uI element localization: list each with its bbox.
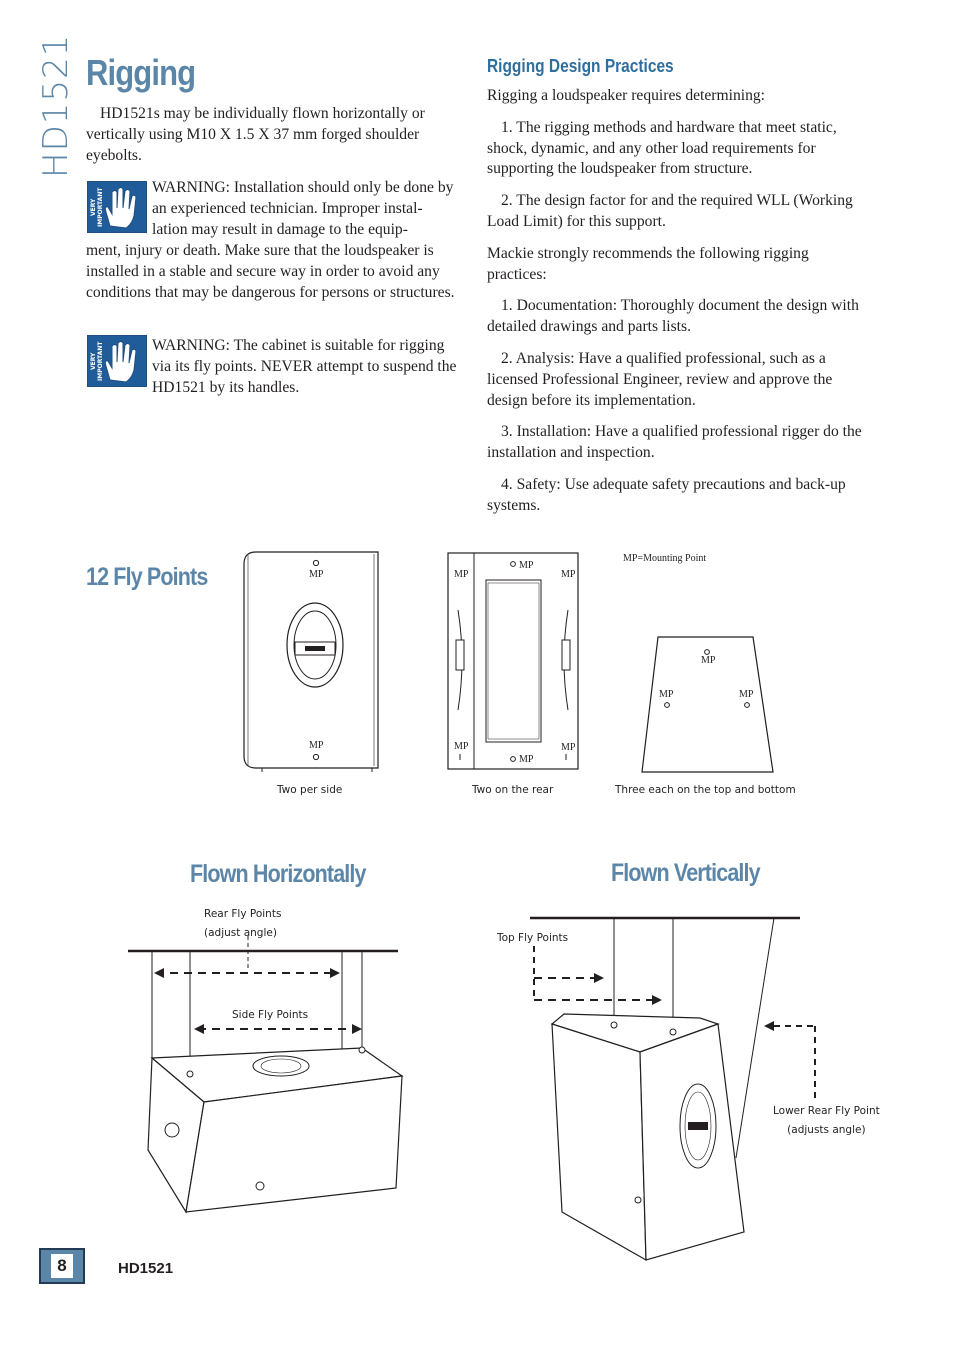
mp-label: MP [309,740,324,751]
flown-horizontally-diagram [126,940,416,1230]
flown-horizontally-heading: Flown Horizontally [190,860,366,888]
mp-label: MP [309,569,324,580]
caption-rear: Two on the rear [472,784,554,796]
page-number-box [39,1248,85,1284]
side-title: HD1521 [36,33,76,178]
practices-heading: Rigging Design Practices [487,56,674,76]
mp-label: MP [454,741,469,752]
footer-model: HD1521 [118,1260,174,1277]
mp-label: MP [561,742,576,753]
flown-vertically-diagram [528,912,828,1262]
practice-step: 3. Installation: Have a qualified professional rigger do the installation and inspection. [487,423,862,462]
practices-recommend: Mackie strongly recommends the following rigging practices: [487,244,809,283]
practice-step: 2. Analysis: Have a qualified professional, such as a licensed Professional Engineer, review and approve the design before its implementation. [487,349,833,409]
practice-item: 2. The design factor for and the required WLL (Working Load Limit) for this support. [487,192,853,230]
lower-rear-fly-point-label: Lower Rear Fly Point (adjusts angle) [773,1105,880,1136]
mp-label: MP [739,689,754,700]
caption-side: Two per side [277,784,343,796]
fly-points-heading: 12 Fly Points [86,563,208,591]
page-number: 8 [51,1254,73,1278]
practices-lead: Rigging a loudspeaker requires determining: [487,87,766,104]
hand-icon [88,336,146,386]
mp-label: MP [519,560,534,571]
mounting-point-legend: MP=Mounting Point [623,553,707,564]
practice-step: 4. Safety: Use adequate safety precautions and back-up systems. [487,475,846,514]
intro-paragraph: HD1521s may be individually flown horizontally or vertically using M10 X 1.5 X 37 mm forged shoulder eyebolts. [86,105,425,164]
practice-step: 1. Documentation: Thoroughly document the design with detailed drawings and parts lists. [487,297,859,336]
flown-vertically-heading: Flown Vertically [611,859,760,887]
very-important-hand-icon: VERY IMPORTANT [87,181,147,233]
practices-body [487,86,872,517]
very-important-hand-icon-2: VERY IMPORTANT [87,335,147,387]
mp-label: MP [701,655,716,666]
page-title: Rigging [86,52,196,93]
rear-fly-points-label: Rear Fly Points (adjust angle) [204,908,282,939]
mp-label: MP [454,569,469,580]
mp-label: MP [659,689,674,700]
practice-item: 1. The rigging methods and hardware that meet static, shock, dynamic, and any other load requirements for supporting the loudspeaker from structure. [487,118,837,178]
top-fly-points-label: Top Fly Points [497,932,569,944]
warning1-rest: ment, injury or death. Make sure that the loudspeaker is installed in a stable and secure way in order to avoid any conditions that may be dangerous for persons or structures. [86,242,455,301]
warning2-text: WARNING: The cabinet is suitable for rigging via its fly points. NEVER attempt to suspend the HD1521 by its handles. [152,337,457,396]
hand-icon [88,182,146,232]
mp-label: MP [561,569,576,580]
mp-label: MP [519,754,534,765]
warning1-top: WARNING: Installation should only be done by an experienced technician. Improper instal- lation may result in damage to the equip- [152,179,454,238]
side-fly-points-label: Side Fly Points [232,1009,309,1021]
caption-top-bottom: Three each on the top and bottom [615,784,796,796]
